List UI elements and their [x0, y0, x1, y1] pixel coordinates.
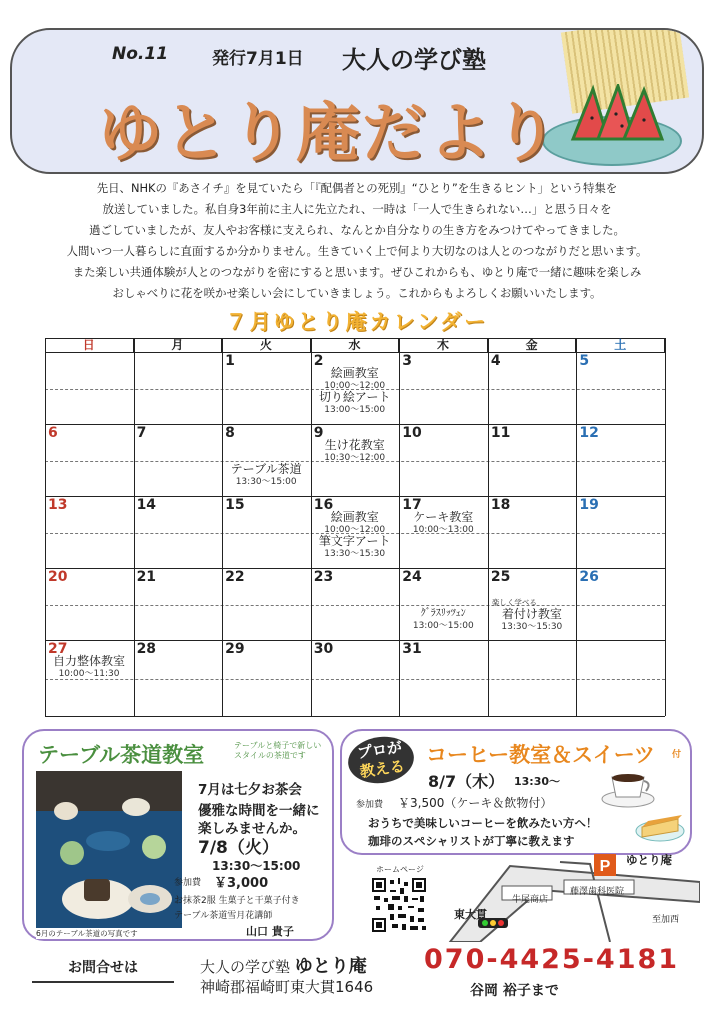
calendar-column-line — [311, 338, 312, 716]
tea-title: テーブル茶道教室 — [38, 743, 205, 767]
day-number: 15 — [225, 497, 245, 513]
phone-number[interactable]: 070-4425-4181 — [424, 944, 680, 975]
day-number: 13 — [48, 497, 68, 513]
event-name: ｸﾞﾗｽﾘｯﾂｪﾝ — [420, 608, 466, 619]
pro-badge — [345, 733, 417, 788]
tea-photo-image — [36, 771, 182, 931]
weekday-header: 日 — [45, 338, 134, 352]
calendar-day-cell — [399, 568, 488, 640]
calendar-day-cell — [399, 640, 488, 716]
calendar-day-cell — [311, 352, 400, 424]
day-number: 31 — [402, 641, 422, 657]
calendar-column-line — [45, 338, 46, 716]
calendar-day-cell — [576, 568, 665, 640]
event-time: 10:30～12:00 — [324, 453, 386, 463]
coffee-desc-line: 珈琲のスペシャリストが丁寧に教えます — [368, 834, 575, 848]
map-home-label: ゆとり庵 — [626, 853, 672, 867]
calendar-bottom-border — [45, 716, 665, 717]
tea-note: テーブルと椅子で新しいスタイルの茶道です — [234, 741, 322, 760]
pro-badge-bottom: 教える — [358, 756, 406, 781]
calendar-event — [311, 534, 399, 560]
intro-line: 人間いつ一人暮らしに直面するか分かりません。生きていく上で何より大切なのは人とのつながりだと思います。 — [66, 244, 648, 258]
calendar-day-cell — [45, 424, 134, 496]
calendar-event — [399, 606, 487, 632]
event-name: 生け花教室 — [324, 438, 385, 452]
coffee-desc-line: おうちで美味しいコーヒーを飲みたい方へ！ — [368, 816, 598, 830]
calendar-event — [488, 598, 576, 633]
tea-desc-line: 楽しみませんか。 — [198, 821, 306, 837]
calendar-column-line — [665, 338, 666, 716]
calendar-day-cell — [45, 640, 134, 716]
footer-school-name: ゆとり庵 — [294, 956, 367, 977]
event-name: 絵画教室 — [330, 366, 379, 380]
calendar-event — [311, 390, 399, 416]
calendar-day-cell — [311, 640, 400, 716]
weekday-header: 金 — [488, 338, 577, 352]
calendar-day-cell — [134, 568, 223, 640]
day-number: 27 — [48, 641, 68, 657]
calendar-day-cell — [222, 496, 311, 568]
day-number: 8 — [225, 425, 235, 441]
calendar-title: ７月ゆとり庵カレンダー — [225, 310, 489, 334]
event-subtitle: 楽しく学べる — [491, 598, 537, 607]
calendar-event — [45, 654, 133, 680]
calendar-day-cell — [576, 496, 665, 568]
contact-label: お問合せは — [32, 957, 174, 983]
parking-icon: P — [599, 858, 611, 875]
coffee-fee-label: 参加費 — [356, 800, 384, 810]
coffee-time: 13:30～ — [514, 775, 561, 788]
calendar-column-line — [399, 338, 400, 716]
calendar-column-line — [222, 338, 223, 716]
footer-school — [200, 952, 367, 978]
map-direction-label: 至加西 — [652, 915, 680, 925]
coffee-fee: ￥3,500（ケーキ＆飲物付） — [398, 796, 553, 810]
day-number: 16 — [313, 497, 334, 513]
event-name: 切り絵アート — [318, 390, 391, 404]
day-number: 21 — [136, 569, 157, 585]
map-higashi-onuki: 東大貫 — [454, 908, 487, 921]
intro-text — [20, 178, 694, 304]
day-number: 29 — [225, 641, 245, 657]
day-number: 3 — [402, 353, 413, 369]
calendar-day-cell — [134, 352, 223, 424]
day-number: 7 — [136, 425, 147, 441]
map-shop-label: 牛尾商店 — [512, 895, 549, 905]
footer-address: 神崎郡福崎町東大貫1646 — [200, 978, 374, 996]
contact-person: 谷岡 裕子まで — [470, 983, 559, 999]
event-time: 13:00～15:00 — [412, 621, 474, 631]
issue-date: 発行7月1日 — [212, 49, 304, 69]
tea-includes: お抹茶2服 生菓子と干菓子付き — [174, 896, 300, 906]
tea-desc-line: 優雅な時間を一緒に — [198, 803, 320, 819]
day-number: 30 — [313, 641, 334, 657]
day-number: 11 — [490, 425, 511, 441]
calendar-day-cell — [576, 640, 665, 716]
tea-teacher-name: 山口 貴子 — [246, 925, 294, 938]
day-number: 5 — [579, 353, 590, 369]
calendar-day-cell — [399, 424, 488, 496]
coffee-title: コーヒー教室＆スイーツ — [426, 743, 655, 767]
calendar-day-cell — [311, 496, 400, 568]
calendar-column-line — [134, 338, 135, 716]
event-time: 10:00～12:00 — [324, 525, 386, 535]
day-number: 23 — [313, 569, 334, 585]
intro-line: おしゃべりに花を咲かせ楽しい会にしていきましょう。これからもよろしくお願いいたします。 — [112, 286, 602, 300]
calendar-day-cell — [45, 568, 134, 640]
calendar-day-cell — [399, 352, 488, 424]
day-number: 25 — [490, 569, 511, 585]
day-number: 17 — [402, 497, 422, 513]
event-time: 10:00～13:00 — [412, 525, 474, 535]
coffee-date: 8/7（木） — [428, 772, 505, 791]
tea-photo-caption: 6月のテーブル茶道の写真です — [36, 928, 186, 939]
qr-code-icon[interactable] — [370, 876, 428, 934]
calendar-day-cell — [222, 352, 311, 424]
day-number: 26 — [579, 569, 599, 585]
coffee-title-suffix: 付 — [672, 750, 682, 760]
calendar-event — [222, 462, 310, 488]
day-number: 4 — [490, 353, 501, 369]
coffee-class-box — [340, 729, 692, 855]
tea-photo — [36, 771, 182, 931]
issue-number: No.11 — [112, 44, 169, 64]
calendar-day-cell — [488, 352, 577, 424]
calendar-grid — [45, 338, 665, 722]
event-time: 13:30～15:30 — [324, 549, 386, 559]
day-number: 20 — [48, 569, 68, 585]
calendar-column-line — [488, 338, 489, 716]
day-number: 2 — [313, 353, 324, 369]
day-number: 1 — [225, 353, 235, 369]
tea-teacher-label: テーブル茶道雪月花講師 — [174, 911, 273, 921]
footer-school-prefix: 大人の学び塾 — [200, 958, 291, 976]
day-number: 10 — [402, 425, 422, 441]
calendar-day-cell — [222, 568, 311, 640]
calendar-event — [399, 510, 487, 536]
tea-time: 13:30～15:00 — [212, 859, 301, 873]
weekday-header: 月 — [134, 338, 223, 352]
school-name: 大人の学び塾 — [342, 45, 486, 74]
event-time: 13:00～15:00 — [324, 405, 386, 415]
day-number: 14 — [136, 497, 157, 513]
newsletter-header — [10, 28, 704, 174]
calendar-day-cell — [311, 568, 400, 640]
calendar-day-cell — [45, 496, 134, 568]
intro-line: 過ごしていましたが、友人やお客様に支えられ、なんとか自分なりの生き方をみつけてやってきました。 — [89, 223, 625, 237]
day-number: 12 — [579, 425, 599, 441]
watermelon-icon — [568, 84, 668, 144]
day-number: 18 — [490, 497, 511, 513]
intro-line: 放送していました。私自身3年前に主人に先立たれ、一時は「一人で生きられない…」と思う日々を — [102, 202, 612, 216]
tea-date: 7/8（火） — [198, 838, 279, 858]
event-name: ケーキ教室 — [413, 510, 474, 524]
event-time: 13:30～15:00 — [235, 477, 297, 487]
event-time: 10:00～11:30 — [58, 669, 120, 679]
day-number: 6 — [48, 425, 58, 441]
weekday-header: 土 — [576, 338, 665, 352]
tea-ceremony-box — [22, 729, 334, 941]
tea-fee: ￥3,000 — [214, 876, 269, 891]
calendar-day-cell — [488, 424, 577, 496]
event-name: 筆文字アート — [318, 534, 391, 548]
day-number: 19 — [579, 497, 599, 513]
calendar-day-cell — [576, 352, 665, 424]
calendar-day-cell — [399, 496, 488, 568]
calendar-event — [311, 366, 399, 392]
day-number: 9 — [313, 425, 324, 441]
calendar-day-cell — [488, 640, 577, 716]
calendar-day-cell — [45, 352, 134, 424]
day-number: 28 — [136, 641, 157, 657]
event-time: 10:00～12:00 — [324, 381, 386, 391]
coffee-cake-icon — [598, 767, 686, 847]
weekday-header: 水 — [311, 338, 400, 352]
tea-desc-line: 7月は七夕お茶会 — [198, 782, 302, 798]
event-name: 絵画教室 — [330, 510, 379, 524]
calendar-day-cell — [311, 424, 400, 496]
calendar-day-cell — [222, 424, 311, 496]
intro-line: 先日、NHKの『あさイチ』を見ていたら「『配偶者との死別』“ひとり”を生きるヒント」という特集を — [96, 181, 618, 195]
weekday-header: 木 — [399, 338, 488, 352]
map-dental-label: 藤澤歯科医院 — [570, 887, 625, 897]
event-name: 着付け教室 — [501, 607, 562, 621]
calendar-day-cell — [576, 424, 665, 496]
event-time: 13:30～15:30 — [501, 622, 563, 632]
calendar-day-cell — [134, 640, 223, 716]
event-name: テーブル茶道 — [230, 462, 302, 476]
event-name: 自力整体教室 — [52, 654, 125, 668]
tea-fee-label: 参加費 — [174, 878, 202, 888]
calendar-event — [311, 510, 399, 536]
calendar-day-cell — [222, 640, 311, 716]
pro-badge-top: プロが — [356, 738, 404, 763]
calendar-day-cell — [134, 424, 223, 496]
calendar-day-cell — [134, 496, 223, 568]
calendar-day-cell — [488, 568, 577, 640]
calendar-event — [311, 438, 399, 464]
calendar-day-cell — [488, 496, 577, 568]
newsletter-title: ゆとり庵だより — [98, 96, 560, 171]
qr-label: ホームページ — [376, 865, 424, 874]
weekday-header: 火 — [222, 338, 311, 352]
intro-line: また楽しい共通体験が人とのつながりを密にすると思います。ぜひこれからも、ゆとり庵で一緒に趣味を楽しみ — [72, 265, 642, 279]
day-number: 24 — [402, 569, 422, 585]
day-number: 22 — [225, 569, 245, 585]
calendar-column-line — [576, 338, 577, 716]
